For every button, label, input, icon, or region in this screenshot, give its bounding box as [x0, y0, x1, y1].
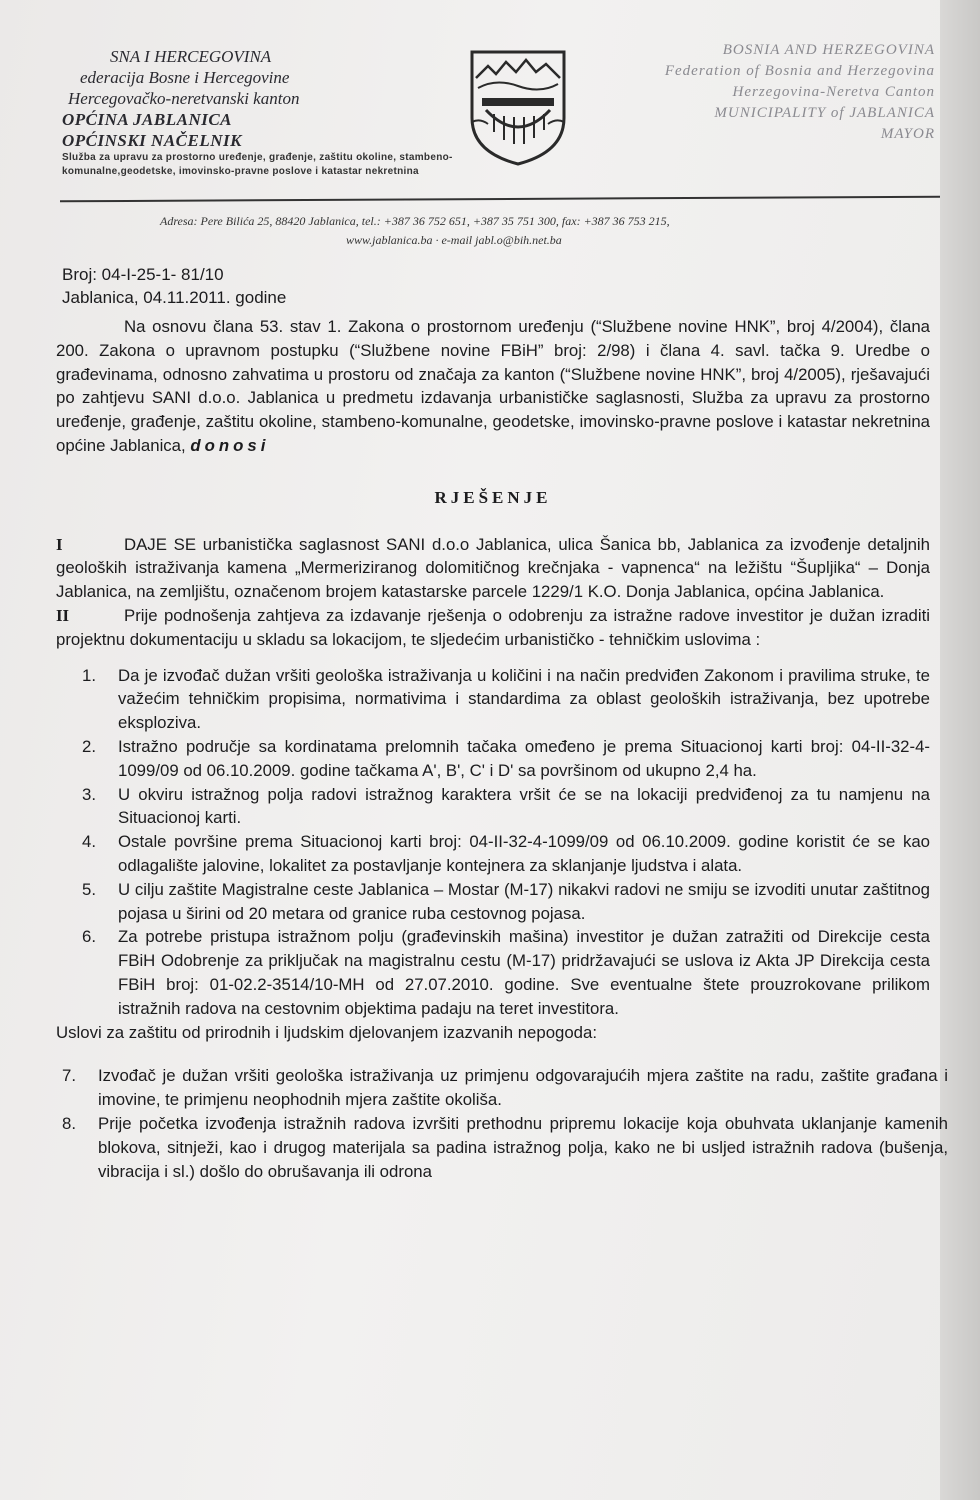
- list-item-text: Da je izvođač dužan vršiti geološka istraživanja u količini i na način predviđen Zakonom i pravilima struke, te važećim tehničkim propisima, normativima i standardima za oblast geoloških istraživanja, bez upotrebe eksploziva.: [118, 665, 930, 733]
- header-right-mayor: MAYOR: [880, 126, 935, 142]
- list-item-text: Za potrebe pristupa istražnom polju (građevinskih mašina) investitor je dužan zatražiti od Direkcije cesta FBiH Odobrenje za priključak na magistralnu cestu (M-17) pridržavajući se uslova iz Akta JP Direkcija cesta FBiH broj: 01-02.2-3514/10-MH od 27.07.2010. godine. Sve eventualne štete prouzrokovane prilikom istražnih radova na cestovnim objektima padaju na teret investitora.: [118, 927, 930, 1018]
- protection-heading: Uslovi za zaštitu od prirodnih i ljudskim djelovanjem izazvanih nepogoda:: [56, 1022, 598, 1042]
- section-1-text: DAJE SE urbanistička saglasnost SANI d.o.o Jablanica, ulica Šanica bb, Jablanica za izvođenje detaljnih geoloških istraživanja kamena „Mermeriziranog dolomitičnog krečnjaka - vapnenca“ na ležištu “Šupljika“ – Donja Jablanica, na zemljištu, označenom brojem katastarske parcele 1229/1 K.O. Donja Jablanica, općina Jablanica.: [56, 534, 930, 602]
- list-item: [56, 878, 930, 926]
- section-2-number: II: [56, 605, 70, 625]
- section-1-number: I: [56, 534, 63, 554]
- list-item-number: 6.: [82, 927, 96, 947]
- reference-number: Broj: 04-I-25-1- 81/10: [62, 265, 224, 284]
- place-date: Jablanica, 04.11.2011. godine: [62, 288, 287, 307]
- header-municipality: OPĆINA JABLANICA: [62, 110, 233, 129]
- intro-text: Na osnovu člana 53. stav 1. Zakona o prostornom uređenju (“Službene novine HNK”, broj 4/2004), člana 200. Zakona o upravnom postupku (“Službene novine FBiH” broj: 2/98) i člana 4. savl. tačka 9. Uredbe o građevinama, odnosno zahvatima u prostoru od značaja za kanton (“Službene novine HNK”, broj 4/2005), rješavajući po zahtjevu SANI d.o.o. Jablanica u predmetu izdavanja urbanističke saglasnosti, Služba za upravu za prostorno uređenje, građenje, zaštitu okoline, stambeno-komunalne, geodetske, imovinsko-pravne poslove i katastar nekretnina općine Jablanica,: [56, 317, 930, 455]
- header-canton: Hercegovačko-neretvanski kanton: [68, 89, 300, 108]
- list-item: [42, 1064, 948, 1112]
- list-item: [56, 735, 930, 783]
- document-reference: [62, 263, 286, 309]
- list-item-text: U cilju zaštite Magistralne ceste Jablanica – Mostar (M-17) nikakvi radovi ne smiju se izvoditi unutar zaštitnog pojasa u širini od 20 metara od granice ruba cestovnog pojasa.: [118, 879, 930, 923]
- list-item-number: 4.: [82, 832, 96, 852]
- address-block: [160, 212, 920, 250]
- list-item-text: Izvođač je dužan vršiti geološka istraživanja uz primjenu odgovarajućih mjera zaštite na radu, zaštite građana i imovine, te primjenu neophodnih mjera zaštite okoliša.: [98, 1066, 948, 1110]
- list-item-number: 5.: [82, 879, 96, 899]
- header-right-country: BOSNIA AND HERZEGOVINA: [722, 42, 935, 58]
- header-federation: ederacija Bosne i Hercegovine: [80, 68, 290, 87]
- donosi-word: donosi: [190, 435, 270, 455]
- header-country: SNA I HERCEGOVINA: [110, 47, 272, 66]
- list-item: [56, 830, 930, 878]
- list-item-number: 8.: [62, 1113, 76, 1133]
- header-mayor: OPĆINSKI NAČELNIK: [62, 131, 242, 150]
- header-left-block: [62, 46, 462, 179]
- section-2-text: Prije podnošenja zahtjeva za izdavanje rješenja o odobrenju za istražne radove investitor je dužan izraditi projektnu dokumentaciju u skladu sa lokacijom, te sljedećim urbanističko - tehničkim uslovima :: [56, 605, 930, 649]
- header-right-block: [600, 40, 935, 145]
- address-line: Adresa: Pere Bilića 25, 88420 Jablanica, tel.: +387 36 752 651, +387 35 751 300, fax: +387 36 753 215,: [160, 214, 670, 228]
- list-item-text: Ostale površine prema Situacionoj karti broj: 04-II-32-4-1099/09 od 06.10.2009. godine koristit će se kao odlagalište jalovine, lokalitet za postavljanje kontejnera za sklanjanje ljudstva i alata.: [118, 832, 930, 875]
- list-item-text: Istražno područje sa kordinatama prelomnih tačaka omeđeno je prema Situacionoj karti broj: 04-II-32-4-1099/09 od 06.10.2009. godine tačkama A', B', C' i D' sa površinom od ukupno 2,4 ha.: [118, 736, 930, 780]
- header-right-municipality: MUNICIPALITY of JABLANICA: [714, 105, 935, 121]
- list-item-text: U okviru istražnog polja radovi istražnog karaktera vršit će se na lokaciji predviđenoj za tu namjenu na Situacionoj karti.: [118, 784, 930, 828]
- header-service: Služba za upravu za prostorno uređenje, građenje, zaštitu okoline, stambeno-komunalne,geodetske, imovinsko-pravne poslove i katastar nekretnina: [62, 152, 453, 177]
- web-email-line: www.jablanica.ba · e-mail jabl.o@bih.net.ba: [346, 233, 562, 247]
- list-item-number: 7.: [62, 1066, 76, 1086]
- list-item: [56, 664, 930, 735]
- section-1: [56, 533, 930, 604]
- section-2: [56, 604, 930, 652]
- list-item-number: 2.: [82, 736, 96, 756]
- list-item: [56, 925, 930, 1020]
- list-item-text: Prije početka izvođenja istražnih radova izvršiti prethodnu pripremu lokacije koja obuhvata uklanjanje kamenih blokova, sitnježi, kao i drugog materijala sa padina istražnog polja, kako ne bi usljed istražnih radova (bušenja, vibracija i sl.) došlo do obrušavanja ili odrona: [98, 1113, 948, 1181]
- conditions-list: [56, 664, 930, 1021]
- document-title: RJEŠENJE: [434, 487, 552, 507]
- list-item-number: 1.: [82, 665, 96, 685]
- list-item-number: 3.: [82, 784, 96, 804]
- page-edge-shadow: [940, 0, 980, 1500]
- header-right-federation: Federation of Bosnia and Herzegovina: [664, 63, 935, 79]
- document-body: [56, 315, 948, 1183]
- intro-paragraph: [56, 315, 930, 458]
- header-right-canton: Herzegovina-Neretva Canton: [732, 84, 935, 100]
- list-item: [56, 783, 930, 831]
- municipality-coat-of-arms-icon: [466, 48, 570, 166]
- list-item: [42, 1112, 948, 1183]
- protection-list: [42, 1064, 948, 1183]
